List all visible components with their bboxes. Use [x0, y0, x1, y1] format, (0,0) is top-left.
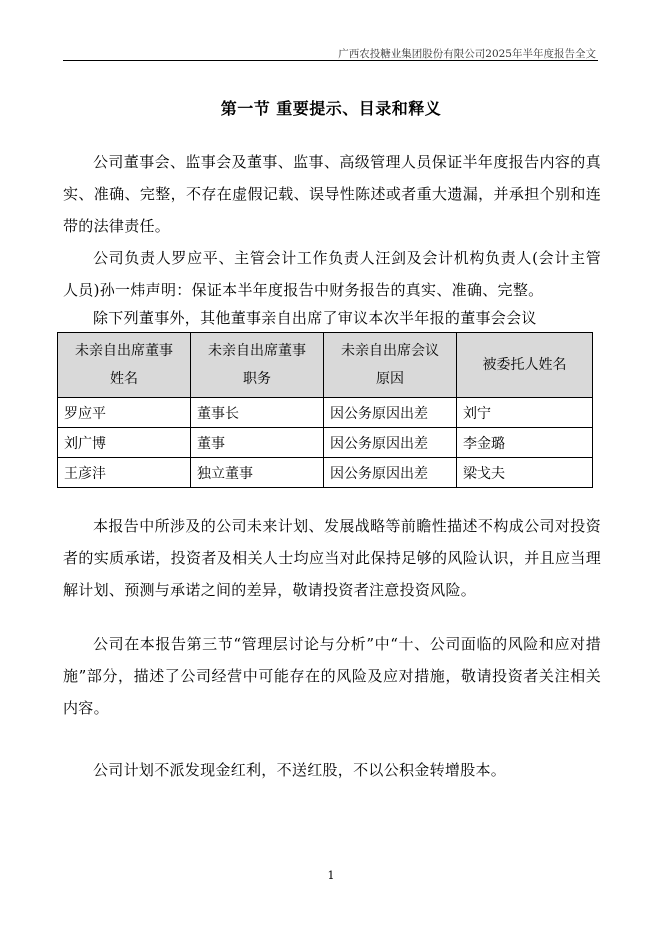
- cell-position: 独立董事: [191, 458, 324, 488]
- cell-proxy: 梁戈夫: [457, 458, 593, 488]
- cell-position: 董事: [191, 428, 324, 458]
- cell-name: 王彦沣: [58, 458, 191, 488]
- col-header-position: 未亲自出席董事 职务: [191, 333, 324, 398]
- cell-reason: 因公务原因出差: [324, 398, 457, 428]
- cell-proxy: 刘宁: [457, 398, 593, 428]
- header-divider: [63, 60, 598, 61]
- absent-directors-intro: 除下列董事外，其他董事亲自出席了审议本次半年报的董事会会议: [93, 309, 537, 327]
- cell-name: 刘广博: [58, 428, 191, 458]
- responsibility-statement: 公司董事会、监事会及董事、监事、高级管理人员保证半年度报告内容的真实、准确、完整，不存在虚假记载、误导性陈述或者重大遗漏，并承担个别和连带的法律责任。: [63, 153, 601, 235]
- cell-name: 罗应平: [58, 398, 191, 428]
- forward-looking-disclaimer: 本报告中所涉及的公司未来计划、发展战略等前瞻性描述不构成公司对投资者的实质承诺，投资者及相关人士均应当对此保持足够的风险认识，并且应当理解计划、预测与承诺之间的差异，敬请投资者注意投资风险。: [63, 517, 601, 599]
- risk-notice: 公司在本报告第三节“管理层讨论与分析”中“十、公司面临的风险和应对措施”部分，描述了公司经营中可能存在的风险及应对措施，敬请投资者关注相关内容。: [63, 635, 601, 717]
- col-header-proxy: 被委托人姓名: [457, 333, 593, 398]
- absent-directors-table: [57, 332, 593, 488]
- col-header-name: 未亲自出席董事 姓名: [58, 333, 191, 398]
- page-number: 1: [327, 869, 335, 882]
- table-row: [58, 398, 593, 428]
- running-header: 广西农投糖业集团股份有限公司2025年半年度报告全文: [338, 48, 596, 60]
- table-row: [58, 428, 593, 458]
- cell-reason: 因公务原因出差: [324, 428, 457, 458]
- dividend-plan: 公司计划不派发现金红利，不送红股，不以公积金转增股本。: [93, 761, 507, 779]
- cell-proxy: 李金璐: [457, 428, 593, 458]
- col-header-reason: 未亲自出席会议 原因: [324, 333, 457, 398]
- table-header-row: [58, 333, 593, 398]
- section-title: 第一节 重要提示、目录和释义: [220, 99, 442, 118]
- cell-position: 董事长: [191, 398, 324, 428]
- cell-reason: 因公务原因出差: [324, 458, 457, 488]
- financial-report-declaration: 公司负责人罗应平、主管会计工作负责人汪剑及会计机构负责人(会计主管人员)孙一炜声明：保证本半年度报告中财务报告的真实、准确、完整。: [63, 249, 601, 299]
- table-row: [58, 458, 593, 488]
